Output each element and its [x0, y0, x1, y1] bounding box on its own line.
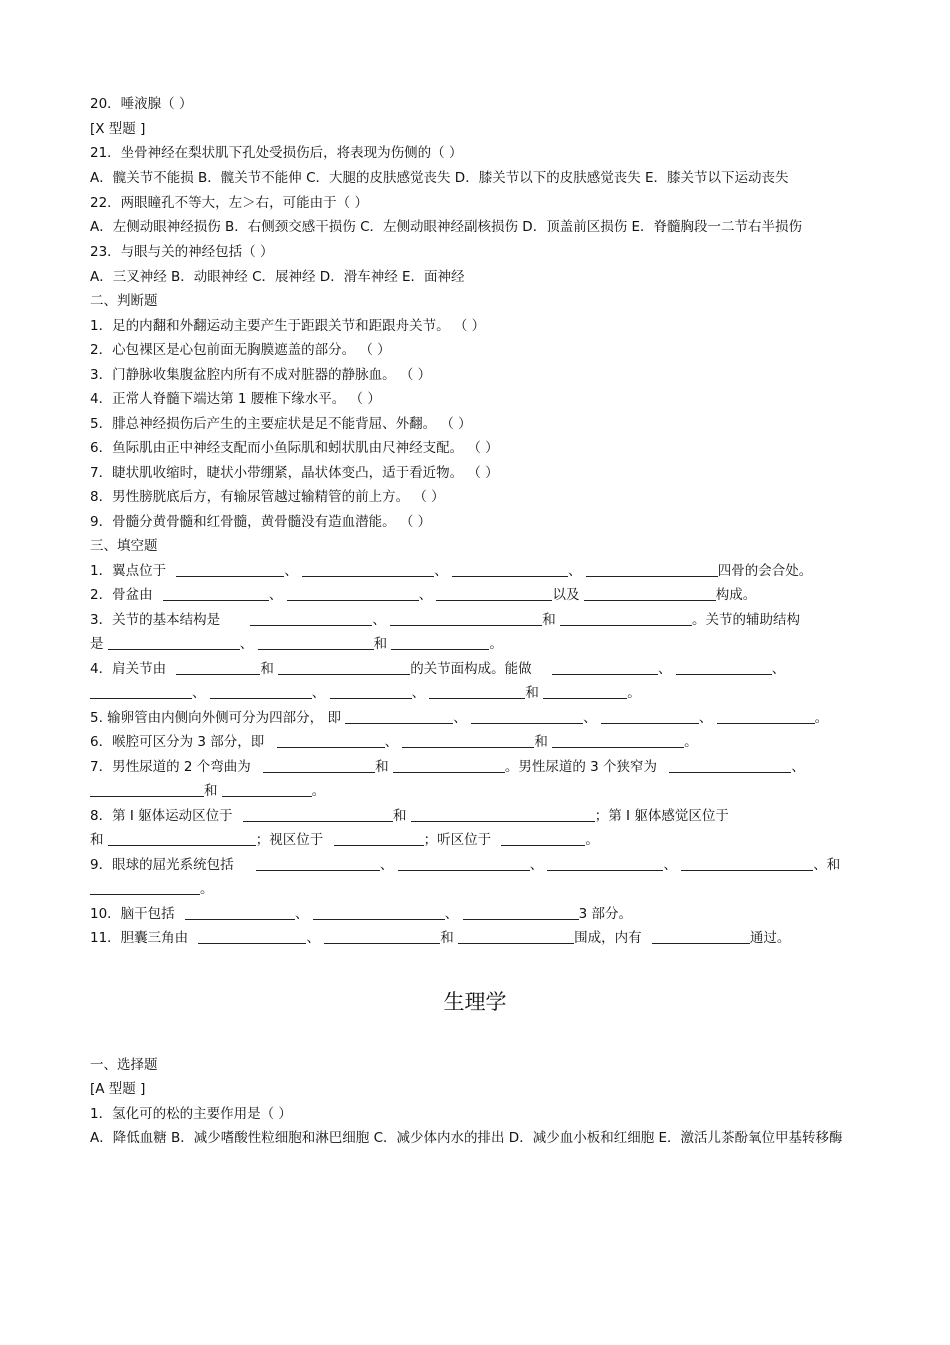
section-x-type: [X 型题 ]: [90, 120, 146, 137]
document-page: [90, 92, 860, 1151]
answer-blank[interactable]: [324, 929, 440, 944]
answer-blank[interactable]: [547, 856, 663, 871]
answer-blank[interactable]: [393, 758, 505, 773]
question-22-options: A．左侧动眼神经损伤 B．右侧颈交感干损伤 C．左侧动眼神经副核损伤 D．顶盖前区损伤 E．脊髓胸段一二节右半损伤: [90, 219, 803, 235]
fill-item-8: 8．第 Ⅰ 躯体运动区位于 和 ；第 Ⅰ 躯体感觉区位于: [90, 807, 729, 824]
fill-item-10: 10．脑干包括 、 、 3 部分。: [90, 905, 632, 922]
judge-item: 4．正常人脊髓下端达第 1 腰椎下缘水平。 （ ）: [90, 391, 381, 407]
question-20: 20．唾液腺（ ）: [90, 96, 193, 112]
answer-blank[interactable]: [552, 733, 684, 748]
fill-item-3: 3．关节的基本结构是 、 和 。关节的辅助结构: [90, 611, 800, 628]
answer-blank[interactable]: [586, 562, 718, 577]
answer-blank[interactable]: [163, 586, 269, 601]
answer-blank[interactable]: [176, 660, 260, 675]
physiology-a-type: [A 型题 ]: [90, 1081, 146, 1097]
answer-blank[interactable]: [501, 831, 585, 846]
answer-blank[interactable]: [391, 635, 489, 650]
physiology-section-header: 一、选择题: [90, 1056, 158, 1073]
answer-blank[interactable]: [278, 660, 410, 675]
physiology-title: 生理学: [443, 989, 507, 1014]
fill-item-1: 1．翼点位于 、 、 、 四骨的会合处。: [90, 562, 813, 579]
physiology-question-1: 1．氢化可的松的主要作用是（ ）: [90, 1105, 292, 1122]
answer-blank[interactable]: [334, 831, 424, 846]
question-23-options: A．三叉神经 B．动眼神经 C．展神经 D．滑车神经 E．面神经: [90, 268, 465, 285]
answer-blank[interactable]: [222, 782, 312, 797]
judge-section-header: 二、判断题: [90, 293, 158, 309]
answer-blank[interactable]: [676, 660, 772, 675]
physiology-question-1-options: A．降低血糖 B．减少嗜酸性粒细胞和淋巴细胞 C．减少体内水的排出 D．减少血小板和红细胞 E．激活儿茶酚氧位甲基转移酶: [90, 1130, 843, 1146]
answer-blank[interactable]: [108, 831, 256, 846]
answer-blank[interactable]: [250, 611, 372, 626]
answer-blank[interactable]: [243, 807, 393, 822]
answer-blank[interactable]: [390, 611, 542, 626]
fill-item-9-cont: 。: [90, 877, 860, 902]
answer-blank[interactable]: [185, 905, 295, 920]
fill-item-5: 5. 输卵管由内侧向外侧可分为四部分， 即 、 、 、 。: [90, 709, 829, 726]
fill-section-header: 三、填空题: [90, 538, 158, 554]
judge-item: 2．心包裸区是心包前面无胸膜遮盖的部分。 （ ）: [90, 342, 391, 358]
answer-blank[interactable]: [345, 709, 453, 724]
fill-item-9: 9．眼球的屈光系统包括 、 、 、 、和: [90, 856, 841, 873]
answer-blank[interactable]: [552, 660, 658, 675]
answer-blank[interactable]: [560, 611, 692, 626]
fill-item-4-cont: 、 、 、 和 。: [90, 681, 860, 706]
answer-blank[interactable]: [176, 562, 284, 577]
answer-blank[interactable]: [411, 807, 595, 822]
answer-blank[interactable]: [108, 635, 240, 650]
answer-blank[interactable]: [471, 709, 583, 724]
answer-blank[interactable]: [584, 586, 716, 601]
question-21: 21．坐骨神经在梨状肌下孔处受损伤后，将表现为伤侧的（ ）: [90, 145, 463, 161]
fill-item-2: 2．骨盆由 、 、 以及 构成。: [90, 587, 757, 603]
judge-item: 1．足的内翻和外翻运动主要产生于距跟关节和距跟舟关节。 （ ）: [90, 317, 486, 334]
answer-blank[interactable]: [652, 929, 750, 944]
fill-item-3-cont: 是 、 和 。: [90, 636, 503, 652]
answer-blank[interactable]: [198, 929, 306, 944]
fill-item-11: 11．胆囊三角由 、 和 围成，内有 通过。: [90, 930, 791, 946]
answer-blank[interactable]: [402, 733, 534, 748]
answer-blank[interactable]: [258, 635, 374, 650]
judge-item: 6．鱼际肌由正中神经支配而小鱼际肌和蚓状肌由尺神经支配。 （ ）: [90, 440, 499, 456]
answer-blank[interactable]: [210, 684, 312, 699]
answer-blank[interactable]: [452, 562, 568, 577]
judge-item: 7．睫状肌收缩时，睫状小带绷紧，晶状体变凸，适于看近物。 （ ）: [90, 464, 499, 481]
judge-item: 3．门静脉收集腹盆腔内所有不成对脏器的静脉血。 （ ）: [90, 366, 432, 383]
answer-blank[interactable]: [543, 684, 627, 699]
judge-item: 9．骨髓分黄骨髓和红骨髓，黄骨髓没有造血潜能。 （ ）: [90, 513, 432, 530]
fill-item-4: 4．肩关节由 和 的关节面构成。能做 、 、: [90, 660, 786, 677]
answer-blank[interactable]: [398, 856, 530, 871]
question-22: 22．两眼瞳孔不等大，左＞右，可能由于（ ）: [90, 194, 368, 211]
fill-item-8-cont: 和 ；视区位于 ；听区位于 。: [90, 832, 599, 848]
fill-item-7: 7．男性尿道的 2 个弯曲为 和 。男性尿道的 3 个狭窄为 、: [90, 758, 805, 775]
fill-item-7-cont: 和 。: [90, 779, 860, 804]
judge-item: 5．腓总神经损伤后产生的主要症状是足不能背屈、外翻。 （ ）: [90, 415, 472, 432]
answer-blank[interactable]: [330, 684, 412, 699]
answer-blank[interactable]: [313, 905, 445, 920]
answer-blank[interactable]: [458, 929, 574, 944]
answer-blank[interactable]: [90, 880, 200, 895]
question-23: 23．与眼与关的神经包括（ ）: [90, 244, 274, 260]
answer-blank[interactable]: [436, 586, 552, 601]
question-21-options: A．髋关节不能损 B．髋关节不能伸 C．大腿的皮肤感觉丧失 D．膝关节以下的皮肤感觉丧失 E．膝关节以下运动丧失: [90, 169, 789, 186]
answer-blank[interactable]: [302, 562, 434, 577]
answer-blank[interactable]: [669, 758, 791, 773]
answer-blank[interactable]: [263, 758, 375, 773]
answer-blank[interactable]: [717, 709, 815, 724]
answer-blank[interactable]: [277, 733, 385, 748]
answer-blank[interactable]: [90, 684, 192, 699]
answer-blank[interactable]: [463, 905, 579, 920]
answer-blank[interactable]: [429, 684, 525, 699]
answer-blank[interactable]: [90, 782, 204, 797]
answer-blank[interactable]: [256, 856, 380, 871]
answer-blank[interactable]: [287, 586, 419, 601]
judge-item: 8．男性膀胱底后方，有输尿管越过输精管的前上方。 （ ）: [90, 489, 445, 505]
answer-blank[interactable]: [681, 856, 813, 871]
fill-item-6: 6．喉腔可区分为 3 部分，即 、 和 。: [90, 734, 698, 750]
answer-blank[interactable]: [601, 709, 699, 724]
